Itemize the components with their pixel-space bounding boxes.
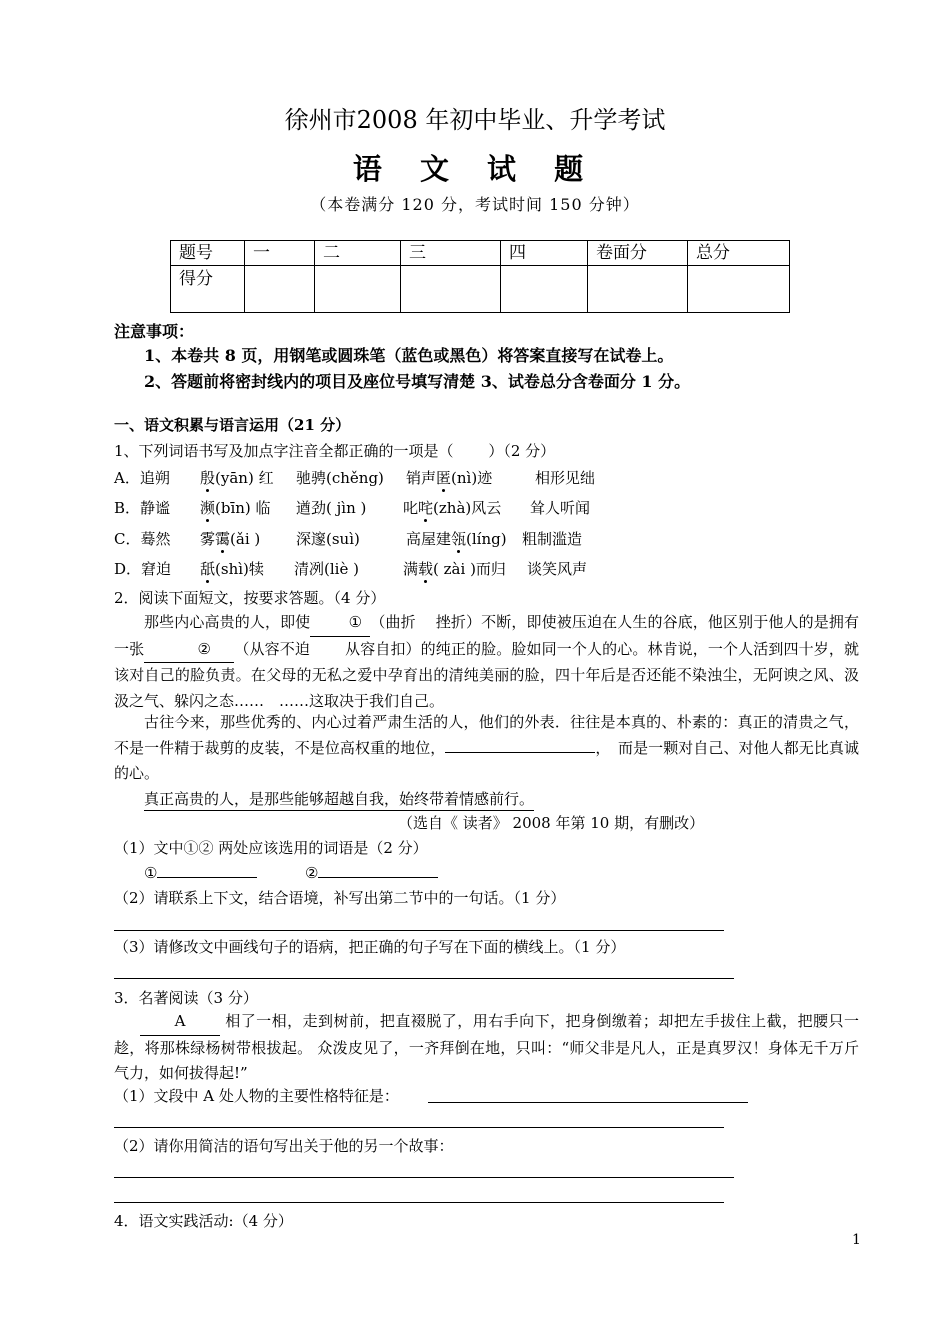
option-b-word3: 叱咤(zhà)风云 <box>403 499 502 517</box>
option-c-word1: 雾霭(ǎi ) <box>200 530 261 548</box>
passage-paragraph-1: 那些内心高贵的人，即使 ① （曲折 挫折）不断，即使被压迫在人生的谷底，他区别于他人的是拥有一张 ② （从容不迫 从容自扣）的纯正的脸。脸如同一个人的心。林肯说，一个人活到四十岁，就该对自己的脸负责。在父母的无私之爱中孕育出的清纯美丽的脸，四十年后是否还能不染浊尘，无阿谀之风、汲汲之气、躲闪之态…… ……这取决于我们自己。 <box>114 610 859 714</box>
underlined-sentence: 真正高贵的人，是那些能够超越自我，始终带着情感前行。 <box>144 788 534 811</box>
score-table <box>170 240 790 313</box>
answer-line[interactable] <box>428 1102 748 1103</box>
section-heading: 一、语文积累与语言运用（21 分） <box>114 416 351 434</box>
option-b-word2: 遒劲( jìn ) <box>296 499 367 517</box>
q2-sub1-answer-1[interactable]: ① <box>144 862 257 882</box>
answer-line[interactable] <box>114 1127 724 1128</box>
q2-sub2: （2）请联系上下文，结合语境，补写出第二节中的一句话。（1 分） <box>114 889 566 907</box>
option-a-word2: 驰骋(chěng) <box>296 469 384 487</box>
blank-sentence[interactable] <box>445 752 595 753</box>
option-d-word1: 舐(shì)犊 <box>200 560 264 578</box>
option-c-word2: 深邃(suì) <box>296 530 360 548</box>
score-header-cell: 一 <box>245 241 315 266</box>
score-header-cell: 题号 <box>171 241 245 266</box>
excerpt-paragraph: A 相了一相，走到树前，把直裰脱了，用右手向下，把身倒缴着；却把左手拔住上截，把腰只一趁，将那株绿杨树带根拔起。 众泼皮见了，一齐拜倒在地，只叫：“师父非是凡人，正是真罗汉！身体无千万斤气力，如何拔得起!” <box>114 1009 859 1087</box>
option-b-label[interactable]: B．静谧 <box>114 499 171 517</box>
option-d-word3: 满载( zài )而归 <box>403 560 506 578</box>
q3-sub1: （1）文段中 A 处人物的主要性格特征是： <box>114 1087 399 1105</box>
score-cell[interactable] <box>245 266 315 313</box>
option-b-word1: 濒(bīn) 临 <box>200 499 271 517</box>
option-a-label[interactable]: A．追朔 <box>114 469 170 487</box>
blank-a: A <box>140 1009 220 1036</box>
q2-sub1-answer-2[interactable]: ② <box>305 862 438 882</box>
question-4-stem: 4．语文实践活动:（4 分） <box>114 1212 293 1230</box>
score-cell[interactable] <box>588 266 688 313</box>
score-row-label: 得分 <box>171 266 245 313</box>
option-c-word3: 高屋建瓴(líng) <box>406 530 507 548</box>
exam-note: （本卷满分 120 分，考试时间 150 分钟） <box>310 195 640 214</box>
notice-item: 1、本卷共 8 页，用钢笔或圆珠笔（蓝色或黑色）将答案直接写在试卷上。 <box>144 346 674 365</box>
option-a-word3: 销声匿(nì)迹 <box>406 469 493 487</box>
page-number: 1 <box>852 1232 861 1248</box>
score-cell[interactable] <box>501 266 588 313</box>
passage-paragraph-2: 古往今来，那些优秀的、内心过着严肃生活的人，他们的外表．往往是本真的、朴素的：真正的清贵之气，不是一件精于裁剪的皮装，不是位高权重的地位， ， 而是一颗对自己、对他人都无比真诚的心。 <box>114 713 859 782</box>
notice-heading: 注意事项： <box>114 322 195 341</box>
option-b-word4: 耸人听闻 <box>530 499 591 517</box>
answer-line[interactable] <box>114 1177 734 1178</box>
option-c-label[interactable]: C．蓦然 <box>114 530 171 548</box>
option-a-word4: 相形见绌 <box>535 469 596 487</box>
score-header-cell: 二 <box>315 241 401 266</box>
q2-sub3: （3）请修改文中画线句子的语病，把正确的句子写在下面的横线上。（1 分） <box>114 938 626 956</box>
answer-line[interactable] <box>114 1202 724 1203</box>
q3-sub2: （2）请你用简洁的语句写出关于他的另一个故事： <box>114 1137 454 1155</box>
score-cell[interactable] <box>315 266 401 313</box>
blank-1[interactable]: ① <box>310 610 370 637</box>
score-header-cell: 总分 <box>688 241 790 266</box>
option-a-word1: 殷(yān) 红 <box>200 469 274 487</box>
score-header-cell: 三 <box>401 241 501 266</box>
score-cell[interactable] <box>688 266 790 313</box>
q2-sub1: （1）文中①② 两处应该选用的词语是（2 分） <box>114 839 428 857</box>
option-d-label[interactable]: D．窘迫 <box>114 560 172 578</box>
score-header-cell: 卷面分 <box>588 241 688 266</box>
question-1-stem: 1、下列词语书写及加点字注音全都正确的一项是（ ）（2 分） <box>114 442 556 460</box>
exam-title: 徐州市2008 年初中毕业、升学考试 <box>284 106 666 134</box>
passage-source: （选自《 读者》 2008 年第 10 期，有删改） <box>398 814 705 832</box>
option-c-word4: 粗制滥造 <box>522 530 583 548</box>
answer-line[interactable] <box>114 978 734 979</box>
question-3-stem: 3．名著阅读（3 分） <box>114 989 258 1007</box>
option-d-word2: 清冽(liè ) <box>294 560 359 578</box>
question-2-stem: 2．阅读下面短文，按要求答题。（4 分） <box>114 589 386 607</box>
answer-line[interactable] <box>114 930 724 931</box>
blank-2[interactable]: ② <box>144 637 234 664</box>
score-cell[interactable] <box>401 266 501 313</box>
option-d-word4: 谈笑风声 <box>527 560 588 578</box>
notice-item: 2、答题前将密封线内的项目及座位号填写清楚 3、试卷总分含卷面分 1 分。 <box>144 372 691 391</box>
subject-title: 语 文 试 题 <box>352 152 598 186</box>
score-header-cell: 四 <box>501 241 588 266</box>
